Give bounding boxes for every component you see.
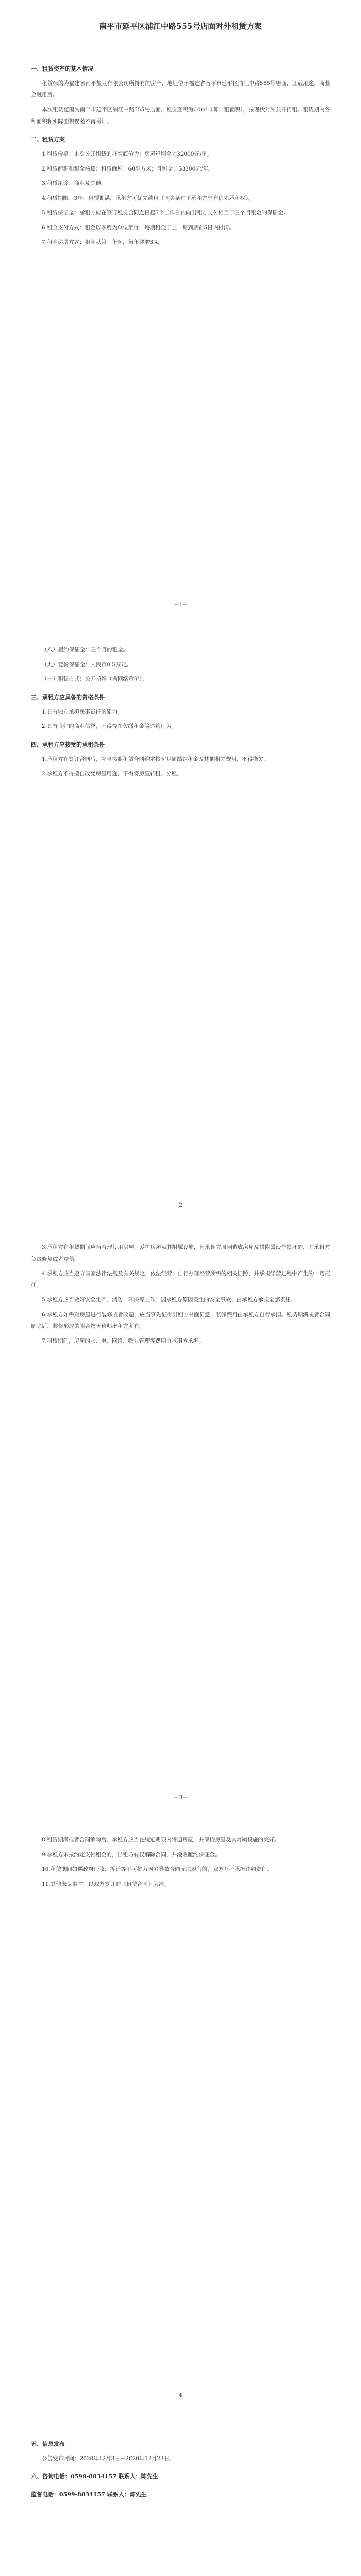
paragraph: 4.租赁期限：3年，租赁期满，承租方可优先续租（同等条件下承租方享有优先承租权）。 [42, 195, 254, 201]
section-heading: 三、承租方应具备的资格条件 [31, 693, 105, 701]
paragraph: 9.承租方未按约定支付租金的，出租方有权解除合同，并没收履约保证金。 [42, 1851, 221, 1858]
paragraph: 公告发布时间：2020年12月3日－2020年12月23日。 [42, 2455, 175, 2462]
paragraph: 5.承租方应当做好安全生产、消防、环保等工作，因承租方原因发生的安全事故，由承租方承担全部责任。 [42, 1297, 297, 1303]
paragraph: （九）竞价保证金：人民币0.5万元。 [42, 661, 132, 668]
paragraph: 6.承租方如需对房屋进行装修或者改造，应当事先征得出租方书面同意，装修费用由承租方自行承担。租赁期满或者合同解除后，装修形成的附合物无偿归出租方所有。 [31, 1311, 330, 1330]
paragraph: 2.租赁面积和租金核算：租赁面积：60平方米；月租金：53300元/年。 [42, 165, 214, 172]
section-heading: 一、租赁资产的基本情况 [31, 65, 93, 72]
paragraph: 2.具有良好的商业信誉，不得存在欠缴租金等违约行为。 [42, 723, 177, 730]
section-heading: 六、咨询电话：0599-8834157 联系人：陈先生 [31, 2473, 158, 2480]
page-number-4: －4－ [173, 2393, 188, 2398]
paragraph: 10.租赁期间如遇政府征收、拆迁等不可抗力因素导致合同无法履行的，双方互不承担违约责任。 [42, 1866, 273, 1873]
paragraph: 6.租金支付方式：租金以季度为单位预付，每期租金于上一期到期前5日内付清。 [42, 224, 235, 231]
section-heading: 五、信息发布 [31, 2441, 65, 2447]
section-page2 [31, 644, 330, 783]
paragraph: 7.租赁期间，房屋的水、电、网络、物业管理等费用由承租方承担。 [42, 1337, 204, 1344]
paragraph: （十）租赁方式：公开招租（含网络竞价）。 [42, 676, 147, 683]
section-heading: 二、租赁方案 [31, 136, 65, 143]
paragraph: 1.承租方在签订合同后，应当按照租赁合同约定按时足额缴纳租金及其他相关费用，不得拖欠。 [42, 756, 269, 762]
paragraph: （八）履约保证金：三个月的租金。 [42, 647, 128, 653]
paragraph: 本次租赁范围为南平市延平区浦江中路555号店面，租赁面积为60m²（即计租面积），按现状对外公开招租。租赁期内各种面积和实际面积误差不再另计。 [31, 107, 330, 125]
paragraph: 1.具有独立承担民事责任的能力。 [42, 708, 123, 715]
page-number-2: －2－ [173, 1202, 188, 1208]
section-page5 [31, 2432, 330, 2503]
paragraph: 11.其他未尽事宜，以双方签订的《租赁合同》为准。 [42, 1880, 170, 1887]
section-page1 [31, 57, 330, 251]
section-page3 [31, 1242, 330, 1350]
paragraph: 3.承租方在租赁期间应当合理使用房屋，爱护房屋及其附属设施，因承租方原因造成房屋及其附属设施损坏的，由承租方负责修复或者赔偿。 [31, 1244, 330, 1262]
paragraph: 5.租赁保证金：承租方应在签订租赁合同之日起5个工作日内向出租方支付相当于三个月租金的保证金。 [42, 210, 289, 216]
paragraph: 2.承租方不得擅自改变房屋用途，不得将房屋转租、分租。 [42, 771, 183, 777]
paragraph: 4.承租方应当遵守国家法律法规及有关规定，依法经营，自行办理经营所需的相关证照，并承担经营过程中产生的一切责任。 [31, 1270, 330, 1289]
paragraph: 7.租金递增方式：租金从第三年起，每年递增3%。 [42, 239, 164, 246]
paragraph: 3.租赁用途：商业及其他。 [42, 180, 107, 187]
section-page4 [31, 1834, 330, 1893]
section-heading: 监督电话：0599-8834157 联系人：陈先生 [31, 2491, 147, 2498]
section-heading: 四、承租方应接受的承租条件 [31, 741, 105, 748]
page-title: 南平市延平区浦江中路555号店面对外租赁方案 [99, 22, 262, 31]
page-number-3: －3－ [173, 1795, 188, 1801]
paragraph: 租赁标的为福建省南平盐业有限公司所持有的房产，地址位于福建省南平市延平区浦江中路555号店面，证载用途，商业金融用房。 [31, 80, 330, 98]
paragraph: 1.租赁价格：本次公开租赁的挂牌底价为：房屋年租金为32000元/年。 [42, 151, 212, 158]
page-number-1: －1－ [173, 602, 188, 608]
paragraph: 8.租赁期满或者合同解除后，承租方应当在规定期限内腾退房屋，并保持房屋及其附属设施的完好。 [42, 1837, 280, 1843]
